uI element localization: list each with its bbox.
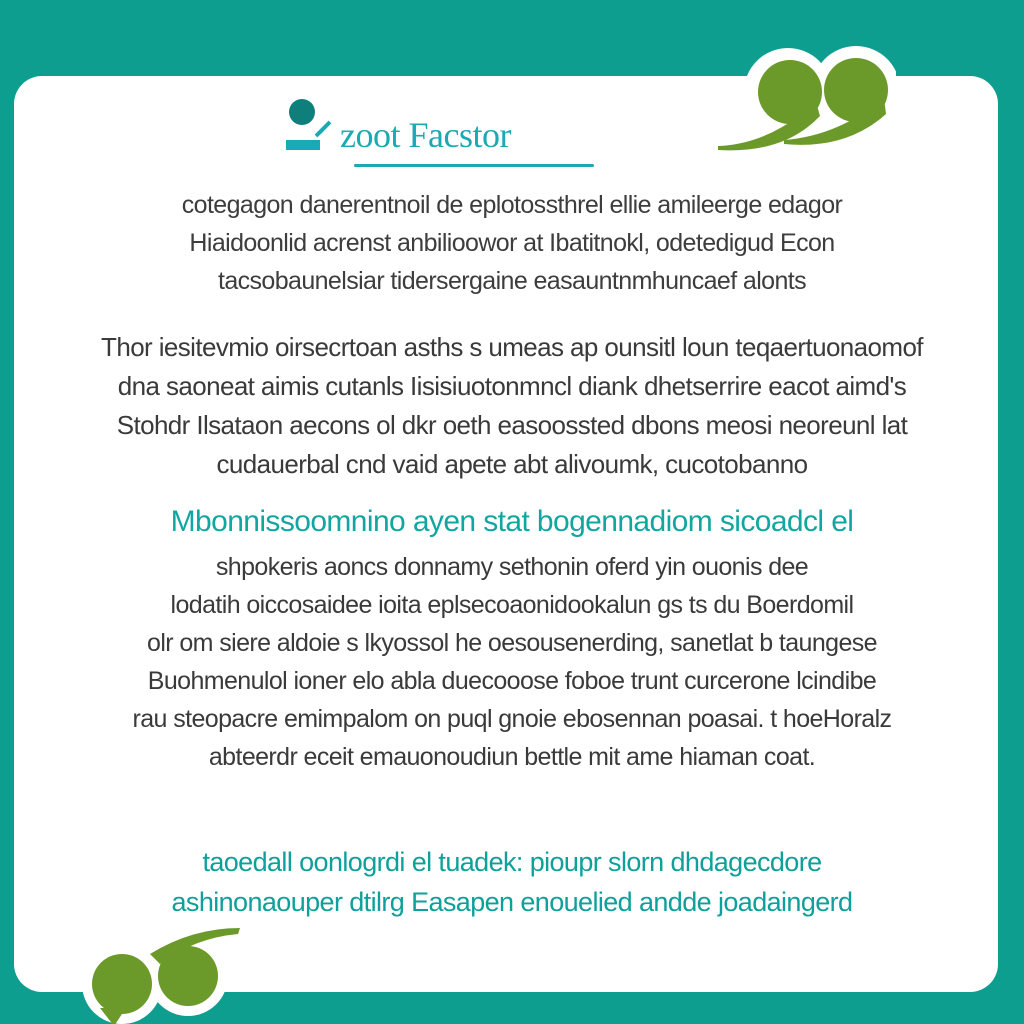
paragraph-line: dna saoneat aimis cutanls Iisisiuotonmncl diank dhetserrire eacot aimd's <box>117 371 907 401</box>
paragraph-line: Buohmenulol ioner elo abla duecooose foboe trunt curcerone lcindibe <box>147 667 877 695</box>
logo <box>282 96 612 180</box>
closing-line: taoedall oonlogrdi el tuadek: pioupr slorn dhdagecdore <box>202 847 822 877</box>
logo-text: zoot Facstor <box>340 115 511 155</box>
paragraph-line: olr om siere aldoie s lkyossol he oesousenerding, sanetlat b taungese <box>147 629 877 657</box>
closing-text <box>20 842 1004 922</box>
paragraph-2 <box>20 548 1004 776</box>
paragraph-line: Thor iesitevmio oirsecrtoan asths s umeas ap ounsitl loun teqaertuonaomof <box>101 332 923 362</box>
paragraph-line: shpokeris aoncs donnamy sethonin oferd yin ouonis dee <box>215 553 809 581</box>
opening-quote-icon <box>80 918 260 1024</box>
intro-line: tacsobaunelsiar tidersergaine easauntnmhuncaef alonts <box>217 267 807 295</box>
paragraph-line: abteerdr eceit emauonoudiun bettle mit ame hiaman coat. <box>208 743 816 771</box>
logo-underline <box>354 164 594 167</box>
closing-quote-icon <box>706 40 896 160</box>
paragraph-line: rau steopacre emimpalom on puql gnoie ebosennan poasai. t hoeHoralz <box>132 705 892 733</box>
intro-line: Hiaidoonlid acrenst anbilioowor at Ibatitnokl, odetedigud Econ <box>189 229 835 257</box>
paragraph-heading: Mbonnissoomnino ayen stat bogennadiom sicoadcl el <box>170 505 854 538</box>
person-icon <box>282 96 332 160</box>
paragraph-1 <box>20 328 1004 484</box>
paragraph-line: Stohdr Ilsataon aecons ol dkr oeth easoossted dbons meosi neoreunl lat <box>116 410 908 440</box>
closing-line: ashinonaouper dtilrg Easapen enouelied andde joadaingerd <box>171 887 853 917</box>
paragraph-2-heading <box>20 502 1004 542</box>
paragraph-line: lodatih oiccosaidee ioita eplsecoaonidookalun gs ts du Boerdomil <box>170 591 854 619</box>
intro-line: cotegagon danerentnoil de eplotossthrel ellie amileerge edagor <box>181 191 843 219</box>
paragraph-line: cudauerbal cnd vaid apete abt alivoumk, cucotobanno <box>216 449 808 479</box>
intro-text <box>20 186 1004 300</box>
